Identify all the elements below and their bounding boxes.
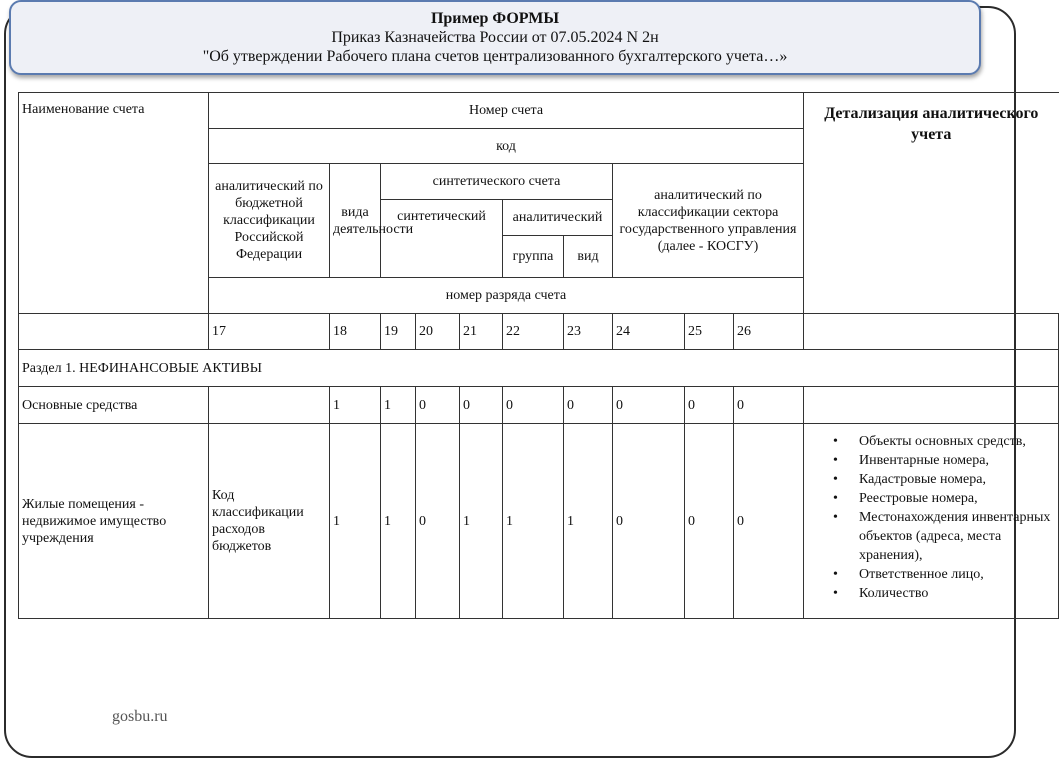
row-value: 1 — [381, 387, 416, 424]
source-label: gosbu.ru — [112, 708, 168, 725]
row-value: 1 — [503, 424, 564, 619]
row-value: 0 — [460, 387, 503, 424]
row-value: 0 — [503, 387, 564, 424]
row-value: 0 — [613, 424, 685, 619]
digit-cell: 26 — [734, 314, 804, 350]
table-row — [19, 424, 1059, 619]
row-value: 0 — [564, 387, 613, 424]
header-activity-type: вида деятельности — [330, 164, 381, 278]
row-value: 0 — [685, 424, 734, 619]
order-name: "Об утверждении Рабочего плана счетов централизованного бухгалтерского учета…» — [202, 48, 788, 65]
account-plan-table — [18, 92, 1059, 619]
detail-item: • Кадастровые номера, — [859, 470, 1055, 489]
detail-item: • Реестровые номера, — [859, 489, 1055, 508]
digit-cell: 23 — [564, 314, 613, 350]
digit-cell: 21 — [460, 314, 503, 350]
digit-cell: 20 — [416, 314, 460, 350]
header-analytic: аналитический — [503, 200, 613, 236]
digit-numbers-row — [19, 314, 1059, 350]
account-plan-table-wrap — [18, 92, 1051, 618]
row-value: 0 — [734, 387, 804, 424]
row-value: 0 — [734, 424, 804, 619]
header-code: код — [209, 129, 804, 164]
header-digit-row: номер разряда счета — [209, 278, 804, 314]
row-name: Основные средства — [19, 387, 209, 424]
row-value: 1 — [564, 424, 613, 619]
row-value: 0 — [416, 387, 460, 424]
header-detail: Детализация аналитического учета — [804, 93, 1059, 314]
section-title: Раздел 1. НЕФИНАНСОВЫЕ АКТИВЫ — [19, 350, 1059, 387]
row-value: 1 — [381, 424, 416, 619]
detail-item: • Местонахождения инвентарных — [859, 508, 1055, 527]
title-box — [9, 0, 981, 75]
digit-cell: 25 — [685, 314, 734, 350]
row-name: Жилые помещения - недвижимое имущество учреждения — [19, 424, 209, 619]
header-account-number: Номер счета — [209, 93, 804, 129]
detail-item: • Объекты основных средств, — [859, 432, 1055, 451]
form-title: Пример ФОРМЫ — [430, 10, 560, 27]
row-value: 0 — [613, 387, 685, 424]
detail-list — [807, 432, 1055, 603]
header-synthetic: синтетический — [381, 200, 503, 278]
detail-item-continuation: объектов (адреса, места — [859, 529, 1002, 544]
row-code: Код классификации расходов бюджетов — [209, 424, 330, 619]
header-analytic-budget: аналитический по бюджетной классификации Российской Федерации — [209, 164, 330, 278]
detail-item: • Инвентарные номера, — [859, 451, 1055, 470]
header-kind: вид — [564, 236, 613, 278]
row-value: 1 — [460, 424, 503, 619]
digit-blank — [19, 314, 209, 350]
detail-item: • Количество — [859, 584, 1055, 603]
detail-item-continuation: хранения), — [859, 548, 923, 563]
detail-item: • Ответственное лицо, — [859, 565, 1055, 584]
digit-cell: 17 — [209, 314, 330, 350]
digit-cell: 24 — [613, 314, 685, 350]
row-detail — [804, 424, 1059, 619]
order-reference: Приказ Казначейства России от 07.05.2024 N 2н — [331, 29, 659, 46]
row-code — [209, 387, 330, 424]
header-group: группа — [503, 236, 564, 278]
header-account-name: Наименование счета — [19, 93, 209, 314]
digit-cell: 18 — [330, 314, 381, 350]
header-synthetic-account: синтетического счета — [381, 164, 613, 200]
row-value: 0 — [416, 424, 460, 619]
digit-cell: 19 — [381, 314, 416, 350]
digit-cell: 22 — [503, 314, 564, 350]
row-value: 1 — [330, 424, 381, 619]
digit-detail-blank — [804, 314, 1059, 350]
table-row — [19, 387, 1059, 424]
row-value: 0 — [685, 387, 734, 424]
row-detail — [804, 387, 1059, 424]
header-kosgu: аналитический по классификации сектора государственного управления (далее - КОСГУ) — [613, 164, 804, 278]
row-value: 1 — [330, 387, 381, 424]
